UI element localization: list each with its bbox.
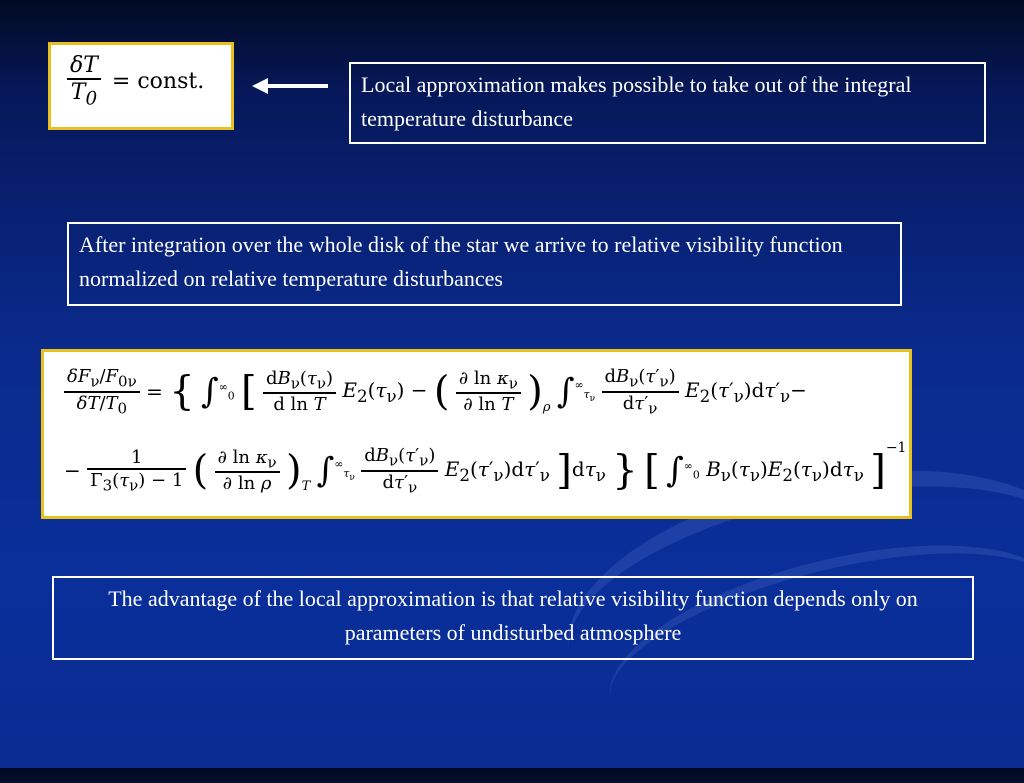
note-advantage bbox=[52, 576, 974, 660]
fraction-numerator: δT bbox=[67, 53, 101, 80]
note-integration-text: After integration over the whole disk of the star we arrive to relative visibility function normalized on relative temperature disturbances bbox=[79, 232, 843, 291]
note-integration bbox=[67, 222, 902, 306]
fraction-denominator: $T_0$ bbox=[70, 80, 98, 110]
note-local-approximation-text: Local approximation makes possible to take out of the integral temperature disturbance bbox=[361, 72, 912, 131]
formula-rhs: = const. bbox=[111, 68, 205, 94]
temperature-ratio-fraction bbox=[67, 53, 101, 109]
note-advantage-text: The advantage of the local approximation is that relative visibility function depends only on parameters of undisturbed atmosphere bbox=[108, 586, 918, 645]
formula-visibility-function bbox=[41, 349, 912, 519]
left-arrow-icon bbox=[252, 76, 330, 96]
formula-temperature-const bbox=[48, 42, 234, 130]
formula-line-2: − $\frac{1}{\Gamma_3(\tau_\nu) - 1}$ ( $\frac{\partial \ln \kappa_\nu}{\text{∂ ln ρ}}$ )$_T$ $\int^\infty_{\tau_\nu}$ $\frac{dB_\nu(\tau'_\nu)}{d\tau'_\nu}$ $E_2(\tau'_\nu)d\tau'_\nu$ ]$d\tau_\nu$ } [ $\int^\infty_0$ $B_\nu(\tau_\nu)E_2(\tau_\nu)d\tau_\nu$ ]$^{-1}$ bbox=[64, 440, 907, 497]
formula-line-1: $\frac{\delta F_\nu/F_{0\nu}}{\delta T/T_0}$ = { $\int^\infty_0$ [ $\frac{dB_\nu(\tau_\nu)}{\text{d ln T}}$ $E_2(\tau_\nu)$ − ( $\frac{\partial \ln \kappa_\nu}{\text{∂ ln T}}$ )$_\rho$ $\int^\infty_{\tau_\nu}$ $\frac{dB_\nu(\tau'_\nu)}{d\tau'_\nu}$ $E_2(\tau'_\nu)d\tau'_\nu-$ bbox=[64, 366, 807, 417]
note-local-approximation bbox=[349, 62, 986, 144]
